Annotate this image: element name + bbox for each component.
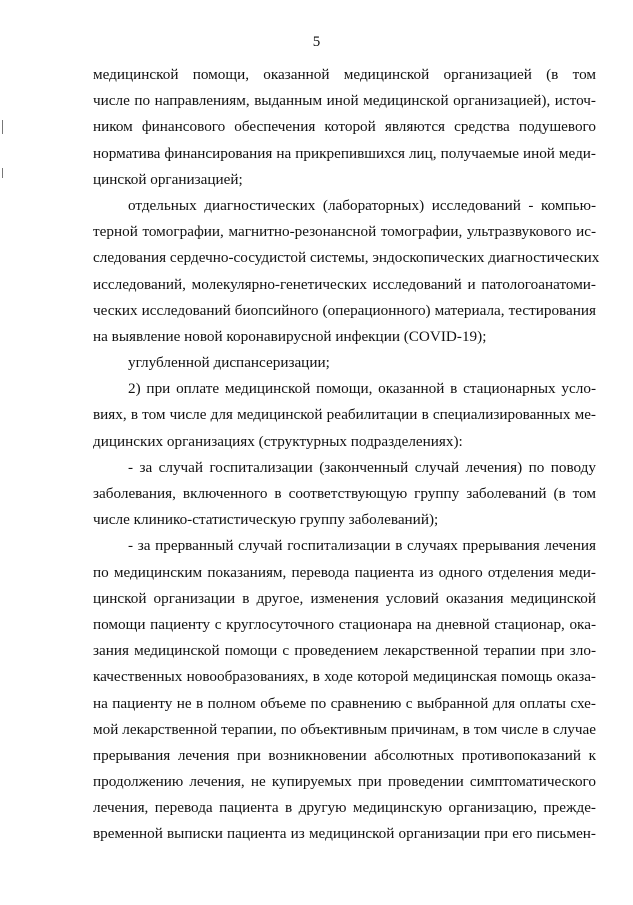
text-line: следования сердечно-сосудистой системы, эндоскопических диагностических [93,249,600,267]
text-line: по медицинским показаниям, перевода пациента из одного отделения меди- [93,563,596,581]
text-line: исследований, молекулярно-генетических исследований и патологоанатоми- [93,275,596,293]
document-body [93,62,600,848]
text-line: на пациенту не в полном объеме по сравнению с выбранной для оплаты схе- [93,694,596,712]
text-line: - за прерванный случай госпитализации в случаях прерывания лечения [128,537,596,555]
page-number: 5 [312,34,321,50]
text-line: медицинской помощи, оказанной медицинской организацией (в том [93,66,596,83]
text-line: числе по направлениям, выданным иной медицинской организацией), источ- [93,92,596,110]
text-line: виях, в том числе для медицинской реабилитации в специализированных ме- [93,406,596,424]
text-line: качественных новообразованиях, в ходе которой медицинская помощь оказа- [93,668,596,686]
text-line: лечения, перевода пациента в другую медицинскую организацию, прежде- [93,799,596,817]
text-line: на выявление новой коронавирусной инфекции (COVID-19); [93,327,487,345]
text-line: ником финансового обеспечения которой являются средства подушевого [93,118,596,136]
text-line: терной томографии, магнитно-резонансной томографии, ультразвукового ис- [93,223,596,241]
scan-margin-mark [2,120,3,134]
text-line: - за случай госпитализации (законченный случай лечения) по поводу [128,458,596,476]
text-line: отдельных диагностических (лабораторных) исследований - компью- [128,196,596,214]
text-line: помощи пациенту с круглосуточного стационара на дневной стационар, ока- [93,615,596,633]
text-line: числе клинико-статистическую группу заболеваний); [93,511,439,529]
text-line: цинской организацией; [93,170,243,188]
text-line: норматива финансирования на прикрепившихся лиц, получаемые иной меди- [93,144,596,162]
text-line: ческих исследований биопсийного (операционного) материала, тестирования [93,301,596,319]
text-line: зания медицинской помощи с проведением лекарственной терапии при зло- [93,642,596,660]
text-line: мой лекарственной терапии, по объективным причинам, в том числе в случае [93,720,596,738]
text-line: временной выписки пациента из медицинской организации при его письмен- [93,825,596,843]
text-line: продолжению лечения, не купируемых при проведении симптоматического [93,773,596,791]
text-line: углубленной диспансеризации; [128,354,330,372]
scan-margin-mark [2,168,3,178]
text-line: заболевания, включенного в соответствующую группу заболеваний (в том [93,485,596,502]
text-line: дицинских организациях (структурных подразделениях): [93,432,463,450]
text-line: цинской организации в другое, изменения условий оказания медицинской [93,589,596,607]
text-line: 2) при оплате медицинской помощи, оказанной в стационарных усло- [128,380,596,398]
text-line: прерывания лечения при возникновении абсолютных противопоказаний к [93,746,596,764]
